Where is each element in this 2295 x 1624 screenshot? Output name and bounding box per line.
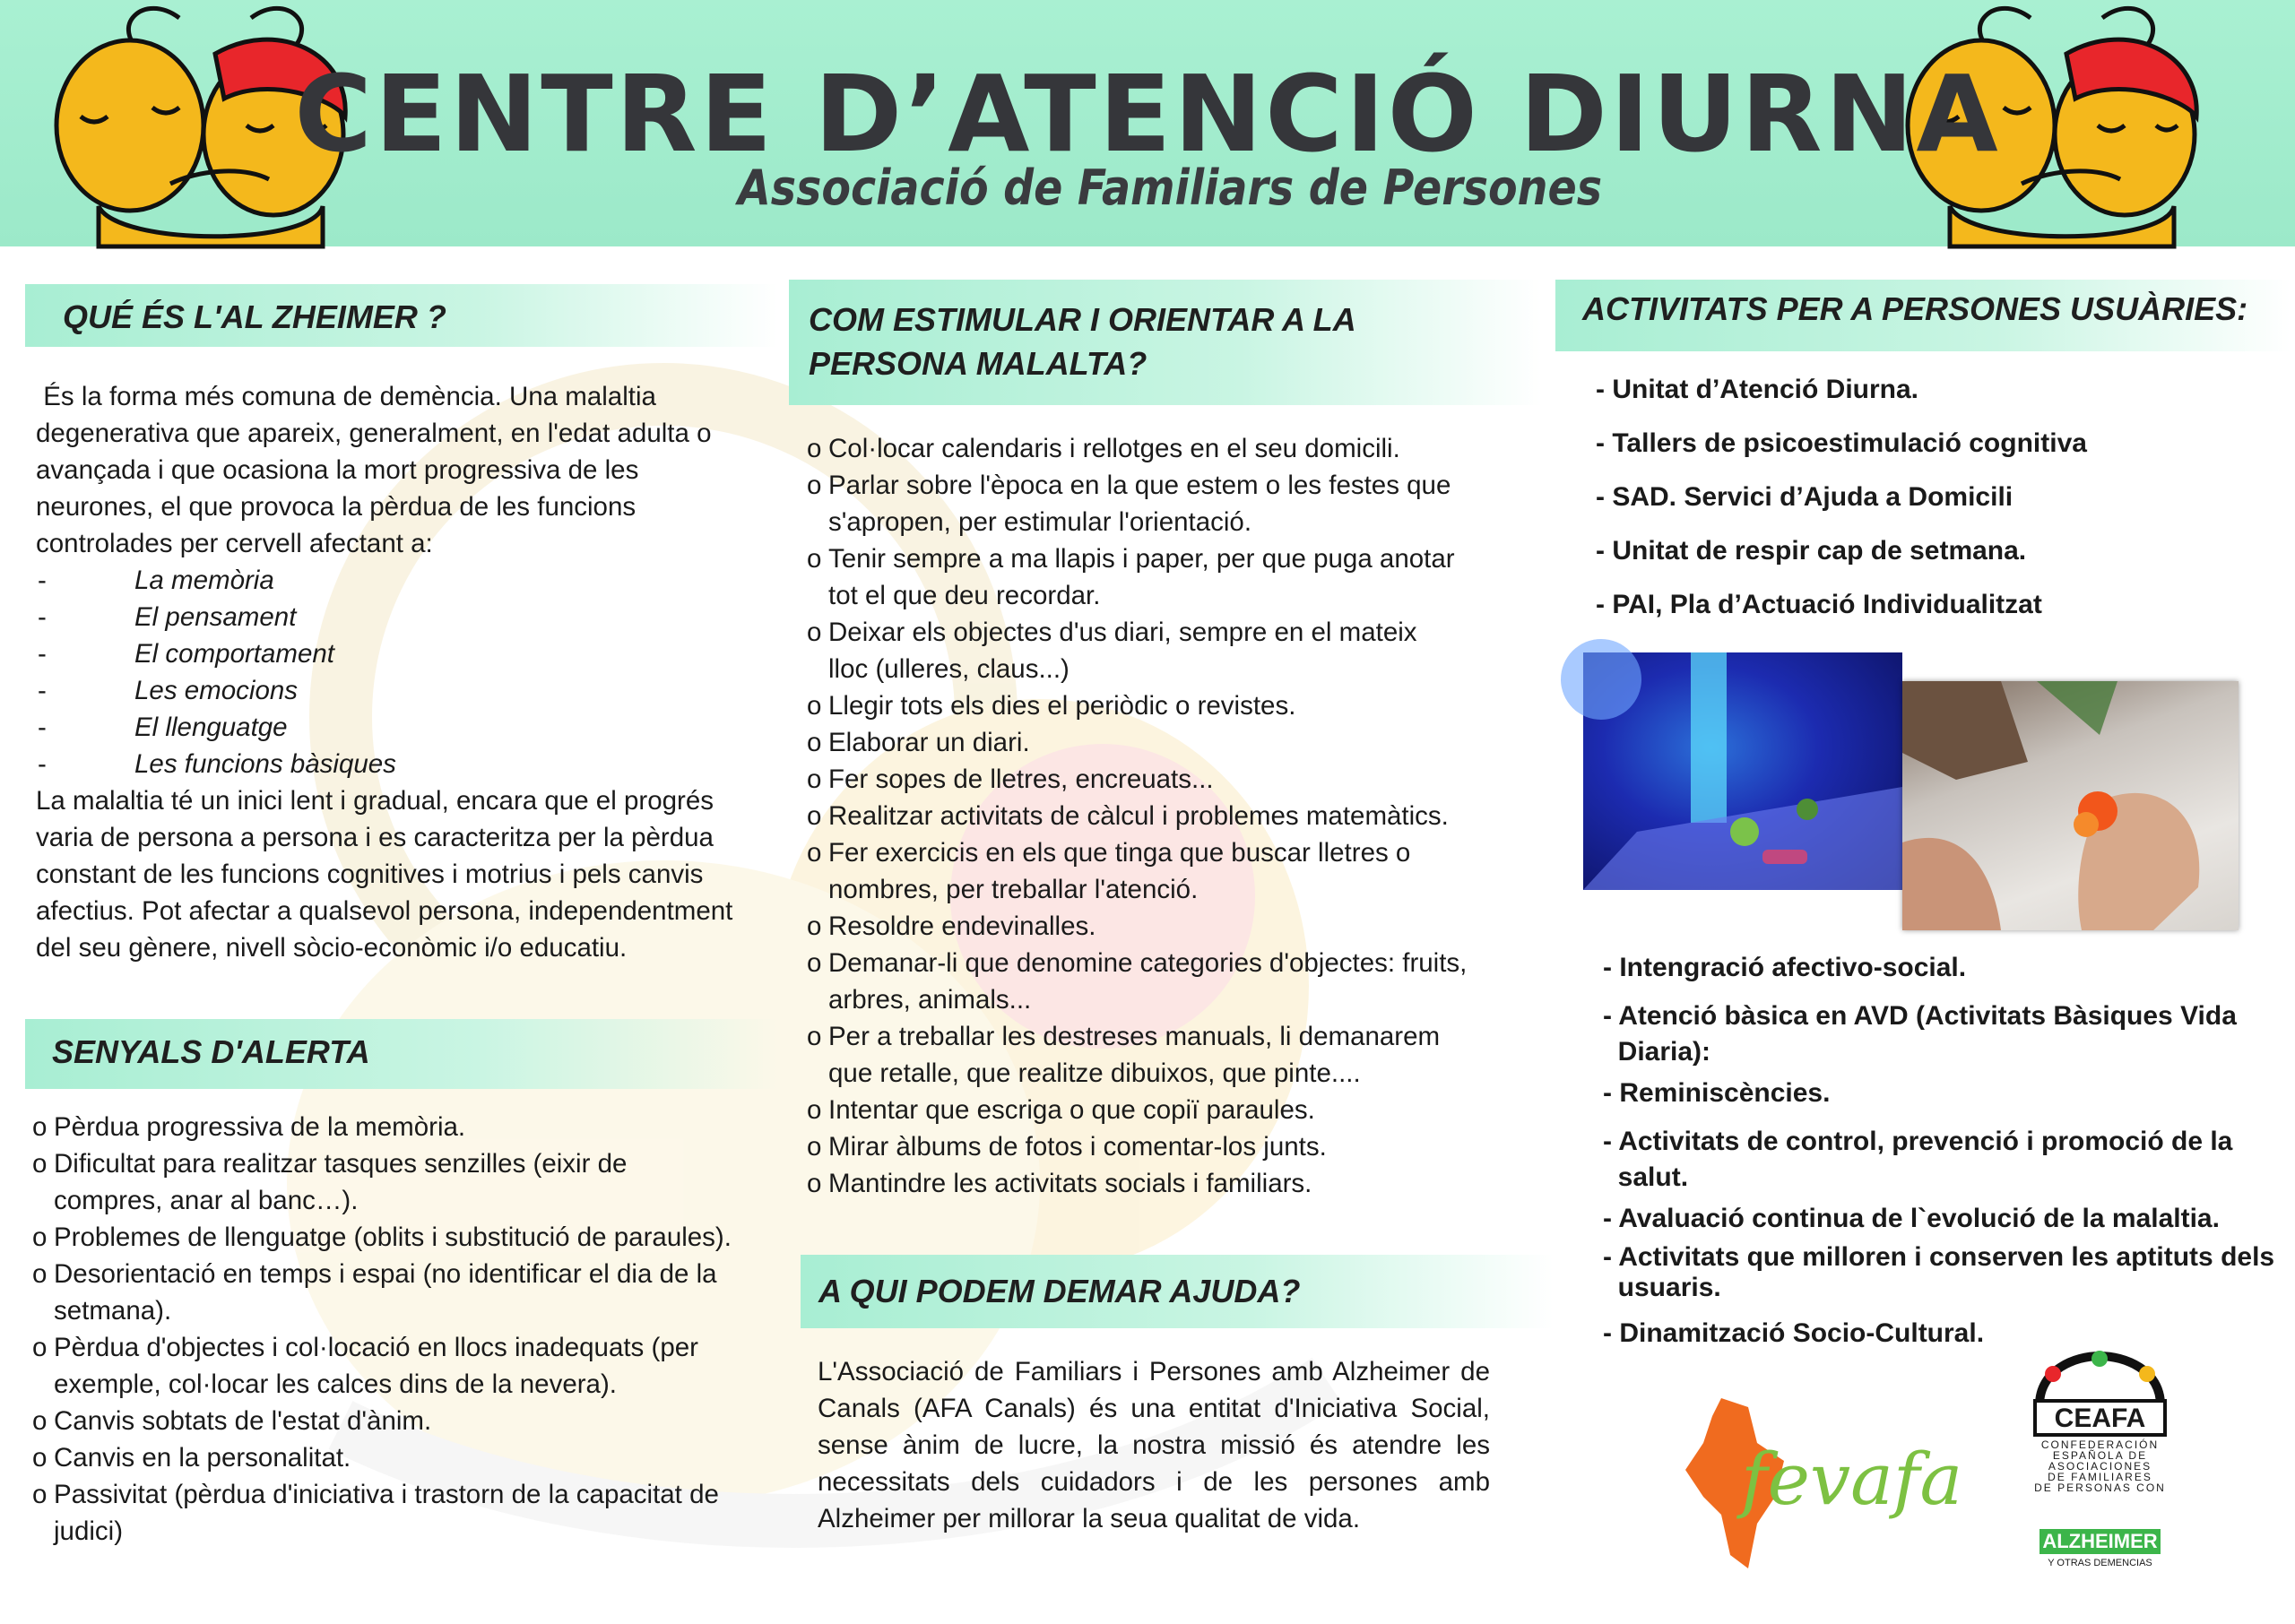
- activity-item: - Activitats que milloren i conserven les aptituts dels usuaris.: [1603, 1242, 2275, 1302]
- closing-line: afectius. Pot afectar a qualsevol persona, independentment: [36, 896, 733, 926]
- list-item: - Les funcions bàsiques: [36, 746, 753, 782]
- list-item: - El comportament: [36, 635, 753, 672]
- list-item: - La memòria: [36, 562, 753, 599]
- page-title: CENTRE D’ATENCIÓ DIURNA: [294, 52, 2001, 176]
- list-item: o Desorientació en temps i espai (no identificar el dia de la setmana).: [32, 1256, 767, 1329]
- intro-line: degenerativa que apareix, generalment, en l'edat adulta o: [36, 419, 712, 448]
- list-item: o Problemes de llenguatge (oblits i substitució de paraules).: [32, 1219, 767, 1256]
- intro-line: avançada i que ocasiona la mort progressiva de les: [36, 455, 639, 485]
- ceafa-alzheimer-badge: ALZHEIMER: [2040, 1529, 2161, 1554]
- fevafa-logo: [1685, 1398, 1963, 1568]
- heading-line: PERSONA MALALTA?: [809, 345, 1148, 382]
- list-item: o Fer exercicis en els que tinga que buscar lletres o nombres, per treballar l'atenció.: [807, 834, 1515, 908]
- list-item: o Realitzar activitats de càlcul i problemes matemàtics.: [807, 798, 1515, 834]
- list-item: o Fer sopes de lletres, encreuats...: [807, 761, 1515, 798]
- activity-item: - Activitats de control, prevenció i promoció de la salut.: [1603, 1127, 2233, 1192]
- ceafa-logo: [2022, 1352, 2178, 1571]
- association-description: L'Associació de Familiars i Persones amb Alzheimer de Canals (AFA Canals) és una entitat d'Iniciativa Social, sense ànim de lucre, la nostra missió és atendre les necessitats dels cuidadors i de les persones amb Alzheimer per millorar la seua qualitat de vida.: [818, 1357, 1490, 1533]
- activity-item: - Unitat d’Atenció Diurna.: [1596, 375, 1918, 404]
- closing-line: del seu gènere, nivell sòcio-econòmic i/o educatiu.: [36, 933, 628, 963]
- ceafa-description: CONFEDERACIÓN ESPAÑOLA DE ASOCIACIONES DE FAMILIARES DE PERSONAS CON: [2034, 1438, 2166, 1494]
- activities-list-top: [1596, 372, 2277, 641]
- heading-what-is-alzheimer: QUÉ ÉS L'AL ZHEIMER ?: [25, 284, 778, 347]
- list-item: o Per a treballar les destreses manuals, li demanarem que retalle, que realitze dibuixos, que pinte....: [807, 1018, 1515, 1092]
- closing-line: La malaltia té un inici lent i gradual, encara que el progrés: [36, 786, 714, 816]
- list-item: o Resoldre endevinalles.: [807, 908, 1515, 945]
- list-item: o Pèrdua progressiva de la memòria.: [32, 1109, 767, 1145]
- stimulate-list: [807, 430, 1515, 1202]
- intro-line: controlades per cervell afectant a:: [36, 529, 433, 558]
- closing-line: varia de persona a persona i es caracteritza per la pèrdua: [36, 823, 714, 852]
- list-item: o Mirar àlbums de fotos i comentar-los junts.: [807, 1128, 1515, 1165]
- fevafa-wordmark: fevafa: [1741, 1438, 1963, 1521]
- ceafa-footer: Y OTRAS DEMENCIAS: [2048, 1558, 2152, 1568]
- activity-item: - Avaluació continua de l`evolució de la malaltia.: [1603, 1204, 2220, 1233]
- heading-who-can-help: A QUI PODEM DEMAR AJUDA?: [801, 1255, 1554, 1328]
- list-item: o Col·locar calendaris i rellotges en el seu domicili.: [807, 430, 1515, 467]
- activity-item: - Unitat de respir cap de setmana.: [1596, 536, 2027, 566]
- activity-item: - Dinamització Socio-Cultural.: [1603, 1318, 1985, 1348]
- activity-item: - SAD. Servici d’Ajuda a Domicili: [1596, 482, 2014, 512]
- list-item: o Dificultat para realitzar tasques senzilles (eixir de compres, anar al banc…).: [32, 1145, 767, 1219]
- list-item: o Elaborar un diari.: [807, 724, 1515, 761]
- list-item: o Pèrdua d'objectes i col·locació en llocs inadequats (per exemple, col·locar les calces dins de la nevera).: [32, 1329, 767, 1403]
- alert-signs-list: [32, 1109, 767, 1550]
- list-item: - Les emocions: [36, 672, 753, 709]
- heading-activities: ACTIVITATS PER A PERSONES USUÀRIES:: [1555, 280, 2291, 351]
- heading-alert-signs: SENYALS D'ALERTA: [25, 1019, 778, 1089]
- page-subtitle: Associació de Familiars de Persones: [737, 160, 1603, 216]
- list-item: o Tenir sempre a ma llapis i paper, per que puga anotar tot el que deu recordar.: [807, 540, 1515, 614]
- crafts-activity-photo: [1902, 681, 2239, 930]
- list-item: - El llenguatge: [36, 709, 753, 746]
- activities-list-bottom: [1603, 950, 2284, 1369]
- activity-item: - Reminiscències.: [1603, 1078, 1831, 1108]
- list-item: o Canvis en la personalitat.: [32, 1439, 767, 1476]
- activity-item: - Tallers de psicoestimulació cognitiva: [1596, 428, 2087, 458]
- activity-item: - Intengració afectivo-social.: [1603, 953, 1967, 982]
- intro-line: neurones, el que provoca la pèrdua de les funcions: [36, 492, 637, 522]
- alzheimer-description: [36, 378, 753, 966]
- list-item: o Canvis sobtats de l'estat d'ànim.: [32, 1403, 767, 1439]
- list-item: o Deixar els objectes d'us diari, sempre en el mateix lloc (ulleres, claus...): [807, 614, 1515, 687]
- list-item: o Intentar que escriga o que copiï paraules.: [807, 1092, 1515, 1128]
- heading-stimulate-orient: [789, 280, 1542, 405]
- intro-line: És la forma més comuna de demència. Una malaltia: [36, 382, 656, 411]
- closing-line: constant de les funcions cognitives i motrius i pels canvis: [36, 860, 704, 889]
- activity-item: - PAI, Pla d’Actuació Individualitzat: [1596, 590, 2042, 619]
- sensory-room-photo: [1583, 652, 1902, 890]
- list-item: o Passivitat (pèrdua d'iniciativa i trastorn de la capacitat de judici): [32, 1476, 767, 1550]
- affected-functions-list: [36, 562, 753, 782]
- list-item: - El pensament: [36, 599, 753, 635]
- list-item: o Parlar sobre l'època en la que estem o les festes que s'apropen, per estimular l'orientació.: [807, 467, 1515, 540]
- ceafa-name: CEAFA: [2054, 1404, 2146, 1433]
- list-item: o Llegir tots els dies el periòdic o revistes.: [807, 687, 1515, 724]
- activity-item: - Atenció bàsica en AVD (Activitats Bàsiques Vida Diaria):: [1603, 1001, 2237, 1067]
- list-item: o Mantindre les activitats socials i familiars.: [807, 1165, 1515, 1202]
- list-item: o Demanar-li que denomine categories d'objectes: fruits, arbres, animals...: [807, 945, 1515, 1018]
- heading-line: COM ESTIMULAR I ORIENTAR A LA: [809, 301, 1356, 338]
